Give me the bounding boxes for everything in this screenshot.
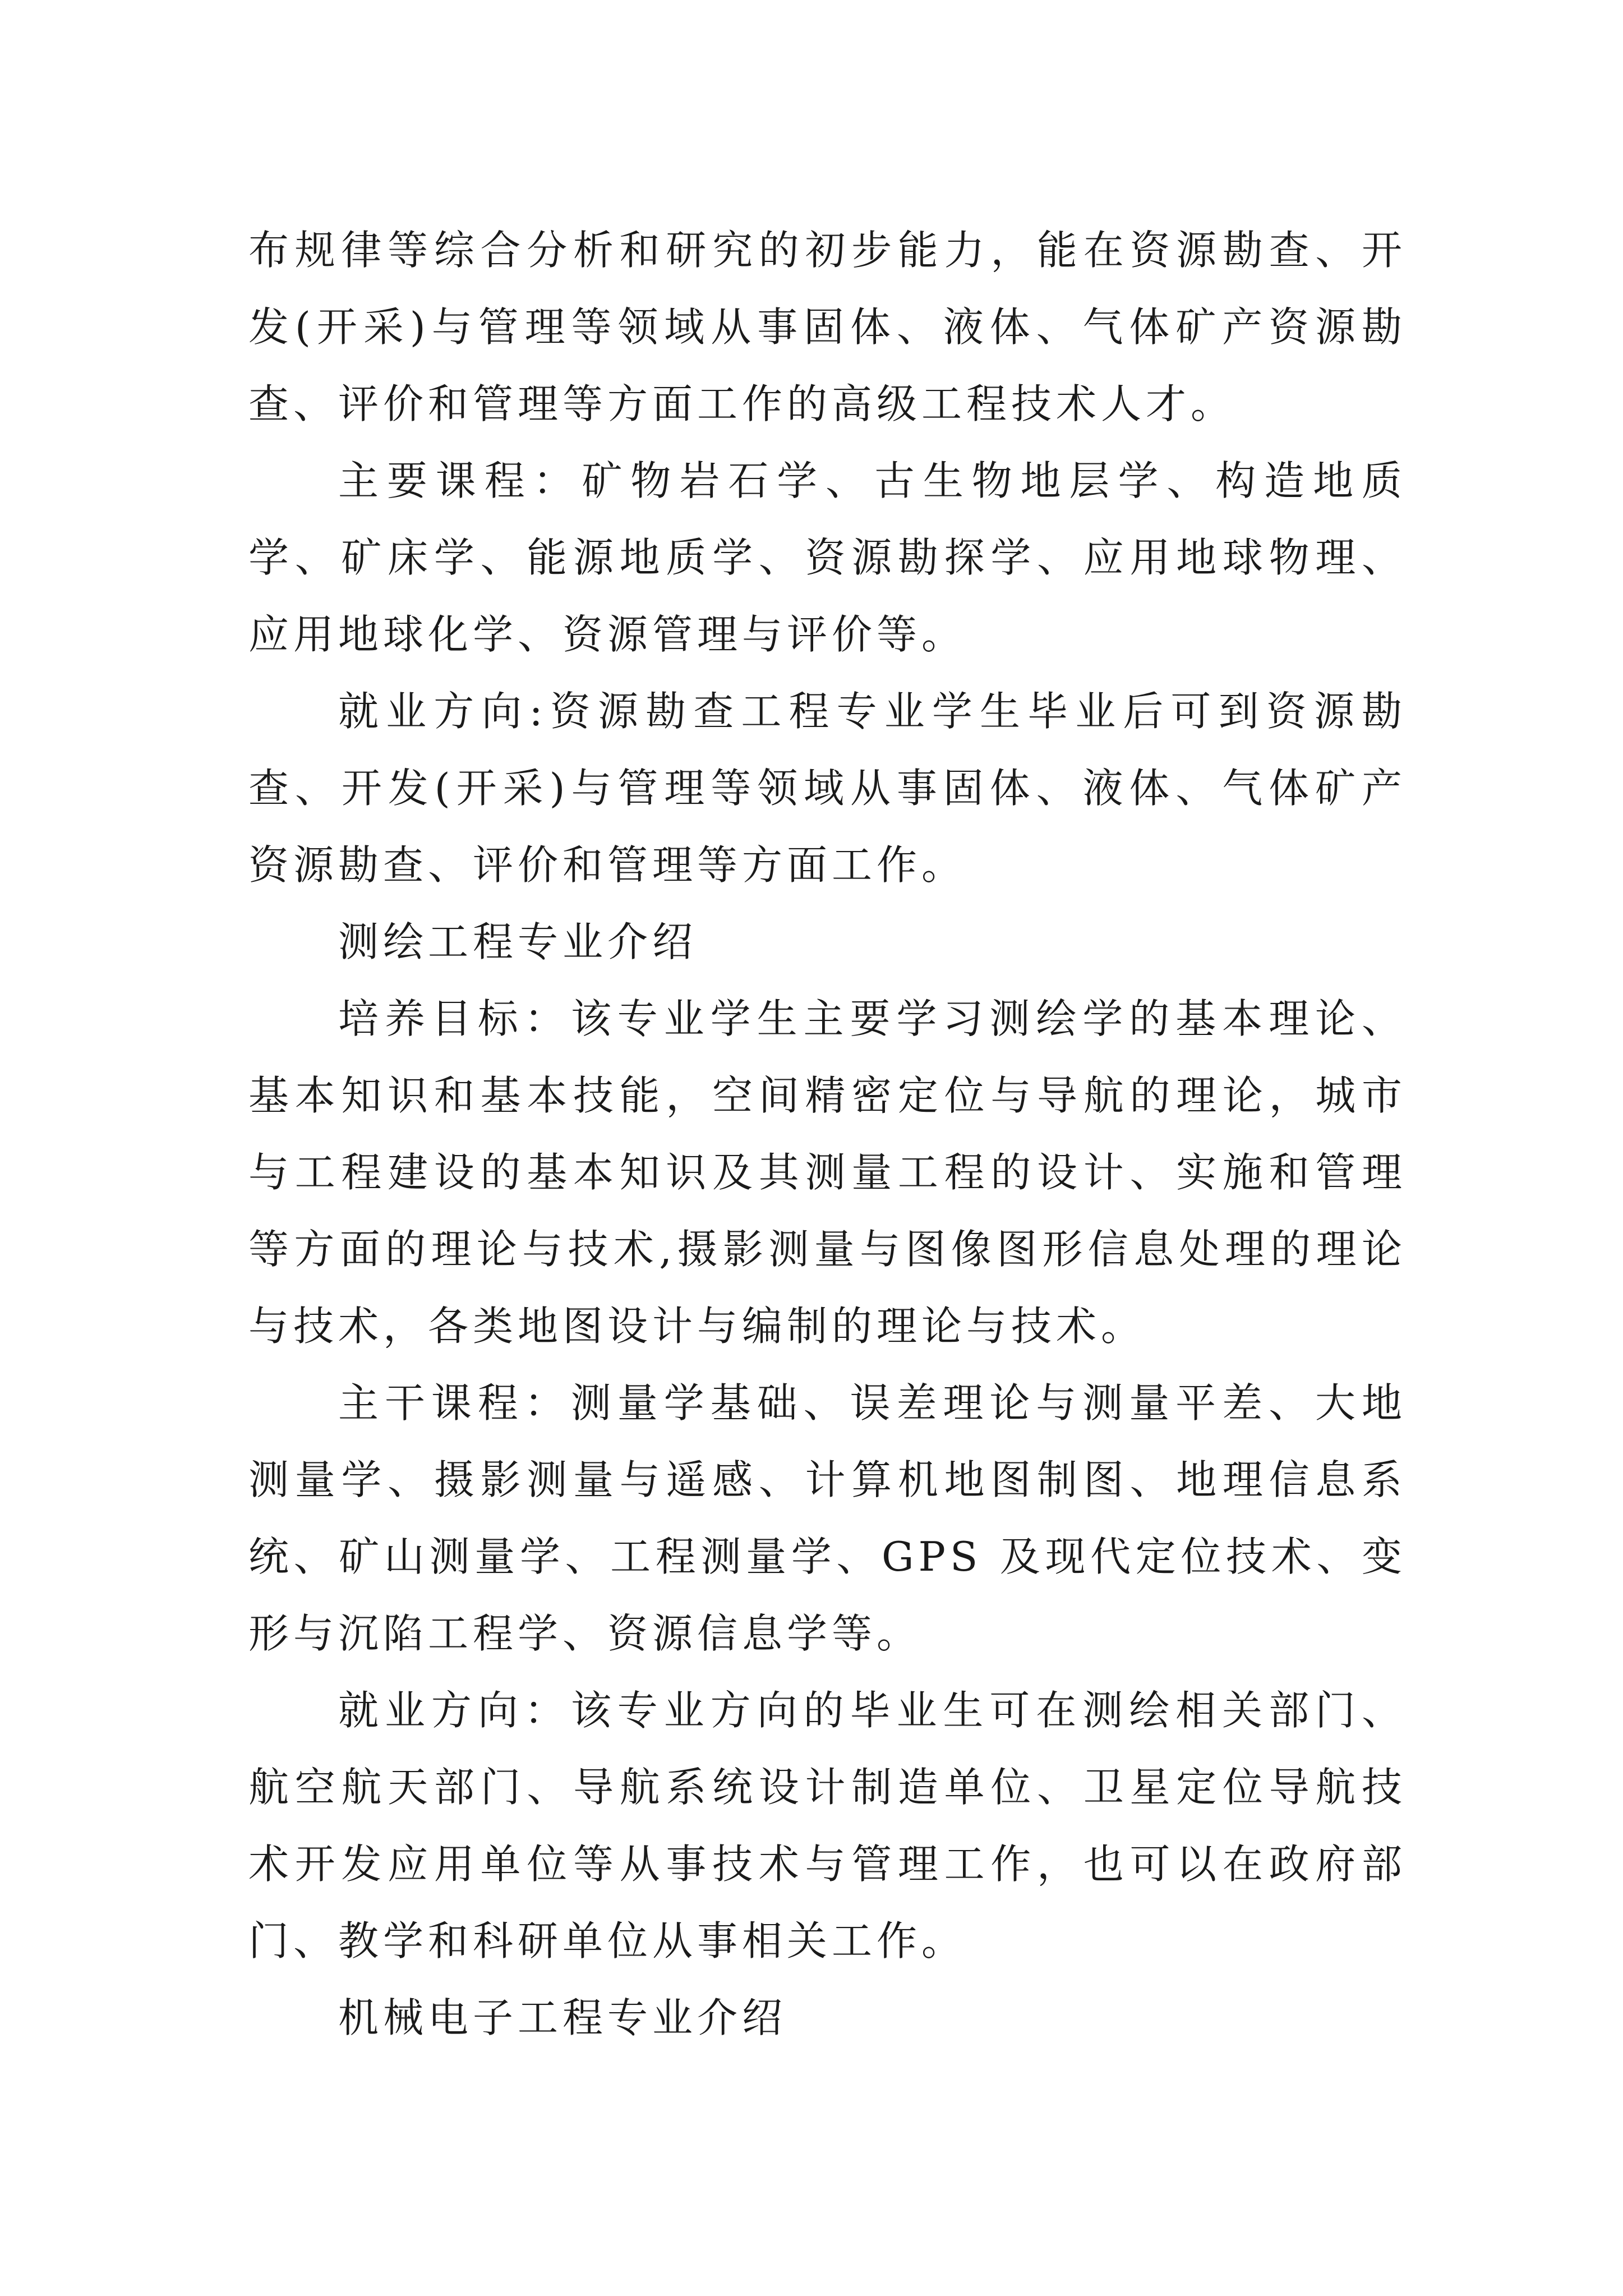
paragraph-core-courses: 主干课程：测量学基础、误差理论与测量平差、大地测量学、摄影测量与遥感、计算机地图制图、地理信息系统、矿山测量学、工程测量学、GPS 及现代定位技术、变形与沉陷工程学、资源信息学等。 xyxy=(248,1379,1407,1657)
paragraph-employment-surveying: 就业方向：该专业方向的毕业生可在测绘相关部门、航空航天部门、导航系统设计制造单位、卫星定位导航技术开发应用单位等从事技术与管理工作，也可以在政府部门、教学和科研单位从事相关工作。 xyxy=(248,1687,1407,1964)
paragraph-training-goal: 培养目标：该专业学生主要学习测绘学的基本理论、基本知识和基本技能，空间精密定位与导航的理论，城市与工程建设的基本知识及其测量工程的设计、实施和管理等方面的理论与技术,摄影测量与图像图形信息处理的理论与技术，各类地图设计与编制的理论与技术。 xyxy=(248,995,1407,1350)
heading-surveying-major: 测绘工程专业介绍 xyxy=(338,918,698,965)
heading-mechatronics-major: 机械电子工程专业介绍 xyxy=(338,1994,787,2041)
document-body xyxy=(248,212,1407,2056)
paragraph-main-courses: 主要课程：矿物岩石学、古生物地层学、构造地质学、矿床学、能源地质学、资源勘探学、应用地球物理、应用地球化学、资源管理与评价等。 xyxy=(248,457,1407,658)
paragraph-resource-ability: 布规律等综合分析和研究的初步能力，能在资源勘查、开发(开采)与管理等领域从事固体、液体、气体矿产资源勘查、评价和管理等方面工作的高级工程技术人才。 xyxy=(248,227,1407,427)
paragraph-employment-resource: 就业方向:资源勘查工程专业学生毕业后可到资源勘查、开发(开采)与管理等领域从事固体、液体、气体矿产资源勘查、评价和管理等方面工作。 xyxy=(248,688,1407,889)
